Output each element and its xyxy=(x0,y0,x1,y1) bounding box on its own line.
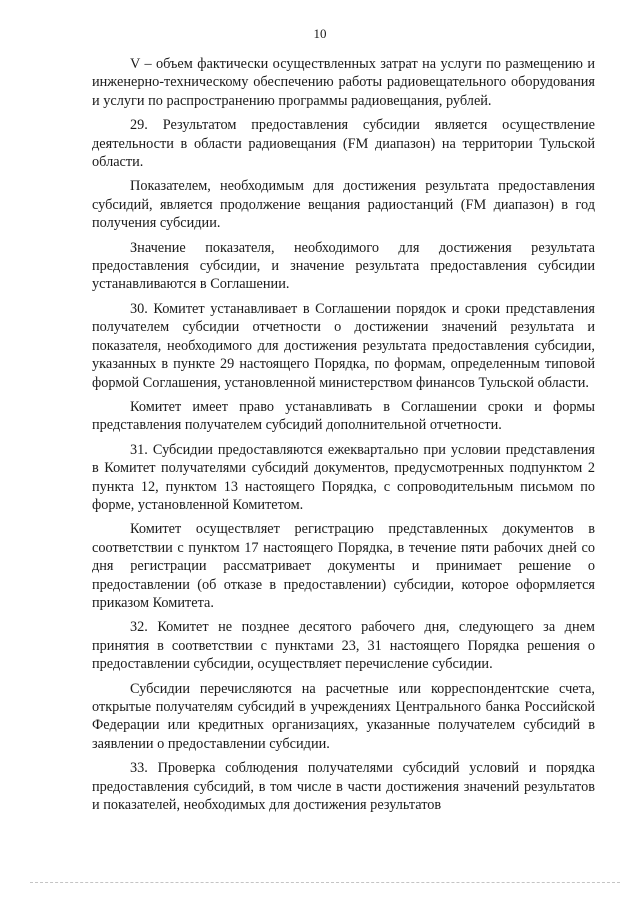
paragraph-indicator-value: Значение показателя, необходимого для достижения результата предоставления субсидии, и значение результата предоставления субсидии устанавливаются в Соглашении. xyxy=(92,239,595,293)
paragraph-33: 33. Проверка соблюдения получателями субсидий условий и порядка предоставления субсидий, в том числе в части достижения значений результатов и показателей, необходимых для достижения результатов xyxy=(92,760,595,814)
body-text xyxy=(92,55,595,814)
paragraph-transfer-accounts: Субсидии перечисляются на расчетные или корреспондентские счета, открытые получателям субсидий в учреждениях Центрального банка Российской Федерации или кредитных организациях, указанные получателем субсидий в заявлении о предоставлении субсидии. xyxy=(92,680,595,752)
paragraph-v-definition: V – объем фактически осуществленных затрат на услуги по размещению и инженерно-техническому обеспечению работы радиовещательного оборудования и услуги по распространению программы радиовещания, рублей. xyxy=(92,56,595,109)
paragraph-indicator: Показателем, необходимым для достижения результата предоставления субсидий, является продолжение вещания радиостанций (FM диапазон) в год получения субсидии. xyxy=(92,178,595,232)
paragraph-29: 29. Результатом предоставления субсидии является осуществление деятельности в области радиовещания (FM диапазон) на территории Тульской области. xyxy=(92,117,595,171)
paragraph-30: 30. Комитет устанавливает в Соглашении порядок и сроки представления получателем субсидии отчетности о достижении значений результата и показателя, необходимого для достижения результата предоставления субсидии, указанных в пункте 29 настоящего Порядка, по формам, определенным типовой формой Соглашения, установленной министерством финансов Тульской области. xyxy=(92,300,595,391)
paragraph-31: 31. Субсидии предоставляются ежеквартально при условии представления в Комитет получателями субсидий документов, предусмотренных подпунктом 2 пункта 12, пунктом 13 настоящего Порядка, с сопроводительным письмом по форме, установленной Комитетом. xyxy=(92,441,595,513)
paragraph-additional-reporting: Комитет имеет право устанавливать в Соглашении сроки и формы представления получателем субсидий дополнительной отчетности. xyxy=(92,398,595,434)
page-number: 10 xyxy=(313,26,327,41)
paragraph-32: 32. Комитет не позднее десятого рабочего дня, следующего за днем принятия в соответствии с пунктами 23, 31 настоящего Порядка решения о предоставлении субсидии, осуществляет перечисление субсидии. xyxy=(92,619,595,673)
paragraph-registration: Комитет осуществляет регистрацию представленных документов в соответствии с пунктом 17 настоящего Порядка, в течение пяти рабочих дней со дня регистрации рассматривает документы и принимает решение о предоставлении (об отказе в предоставлении) субсидии, которое оформляется приказом Комитета. xyxy=(92,521,595,611)
scan-edge-line xyxy=(30,882,620,884)
